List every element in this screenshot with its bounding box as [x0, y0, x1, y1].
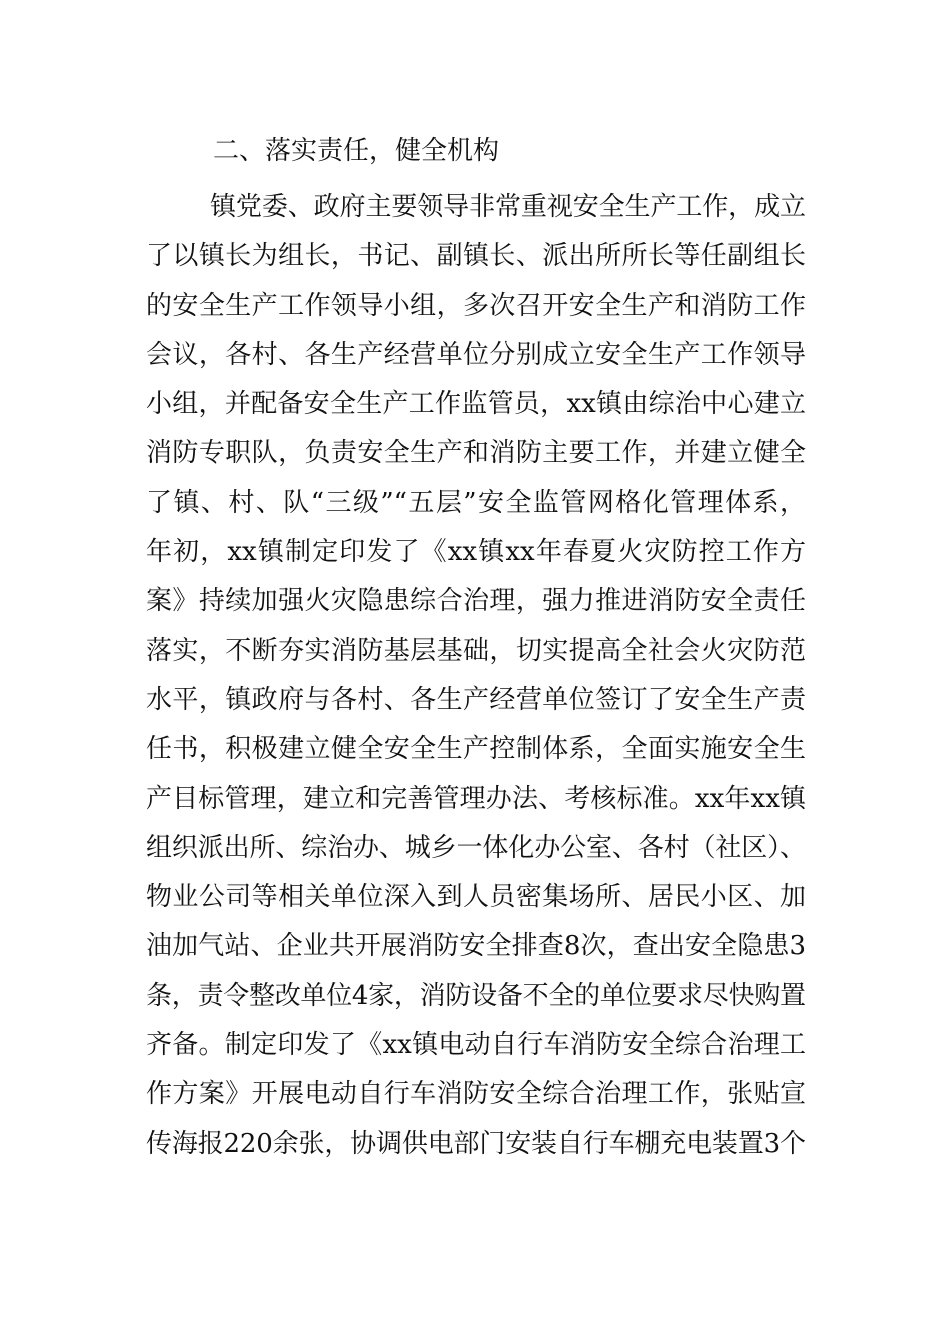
- paragraph-line: 物业公司等相关单位深入到人员密集场所、居民小区、加: [146, 882, 806, 913]
- paragraph-line: 任书，积极建立健全安全生产控制体系，全面实施安全生: [146, 734, 806, 765]
- paragraph-line: 产目标管理，建立和完善管理办法、考核标准。xx年xx镇: [146, 783, 806, 814]
- paragraph-line: 作方案》开展电动自行车消防安全综合治理工作，张贴宣: [146, 1079, 806, 1110]
- paragraph-line: 镇党委、政府主要领导非常重视安全生产工作，成立: [210, 192, 806, 222]
- body-paragraph: [146, 183, 806, 1169]
- paragraph-line: 了镇、村、队“三级”“五层”安全监管网格化管理体系，: [146, 487, 806, 518]
- paragraph-line: 案》持续加强火灾隐患综合治理，强力推进消防安全责任: [146, 586, 806, 617]
- paragraph-line: 条，责令整改单位4家，消防设备不全的单位要求尽快购置: [146, 980, 806, 1011]
- paragraph-line: 齐备。制定印发了《xx镇电动自行车消防安全综合治理工: [146, 1030, 806, 1061]
- paragraph-line: 水平，镇政府与各村、各生产经营单位签订了安全生产责: [146, 684, 806, 715]
- paragraph-line: 年初，xx镇制定印发了《xx镇xx年春夏火灾防控工作方: [146, 537, 806, 568]
- paragraph-line: 传海报220余张，协调供电部门安装自行车棚充电装置3个: [146, 1128, 806, 1159]
- paragraph-line: 了以镇长为组长，书记、副镇长、派出所所长等任副组长: [146, 241, 806, 272]
- section-heading: 二、落实责任，健全机构: [213, 136, 500, 166]
- paragraph-line: 落实，不断夯实消防基层基础，切实提高全社会火灾防范: [146, 635, 806, 666]
- paragraph-line: 小组，并配备安全生产工作监管员，xx镇由综治中心建立: [146, 389, 806, 420]
- paragraph-line: 组织派出所、综治办、城乡一体化办公室、各村（社区）、: [146, 832, 806, 863]
- paragraph-line: 消防专职队，负责安全生产和消防主要工作，并建立健全: [146, 438, 806, 469]
- paragraph-line: 会议，各村、各生产经营单位分别成立安全生产工作领导: [146, 339, 806, 370]
- paragraph-line: 油加气站、企业共开展消防安全排查8次，查出安全隐患3: [146, 931, 806, 962]
- paragraph-line: 的安全生产工作领导小组，多次召开安全生产和消防工作: [146, 290, 806, 321]
